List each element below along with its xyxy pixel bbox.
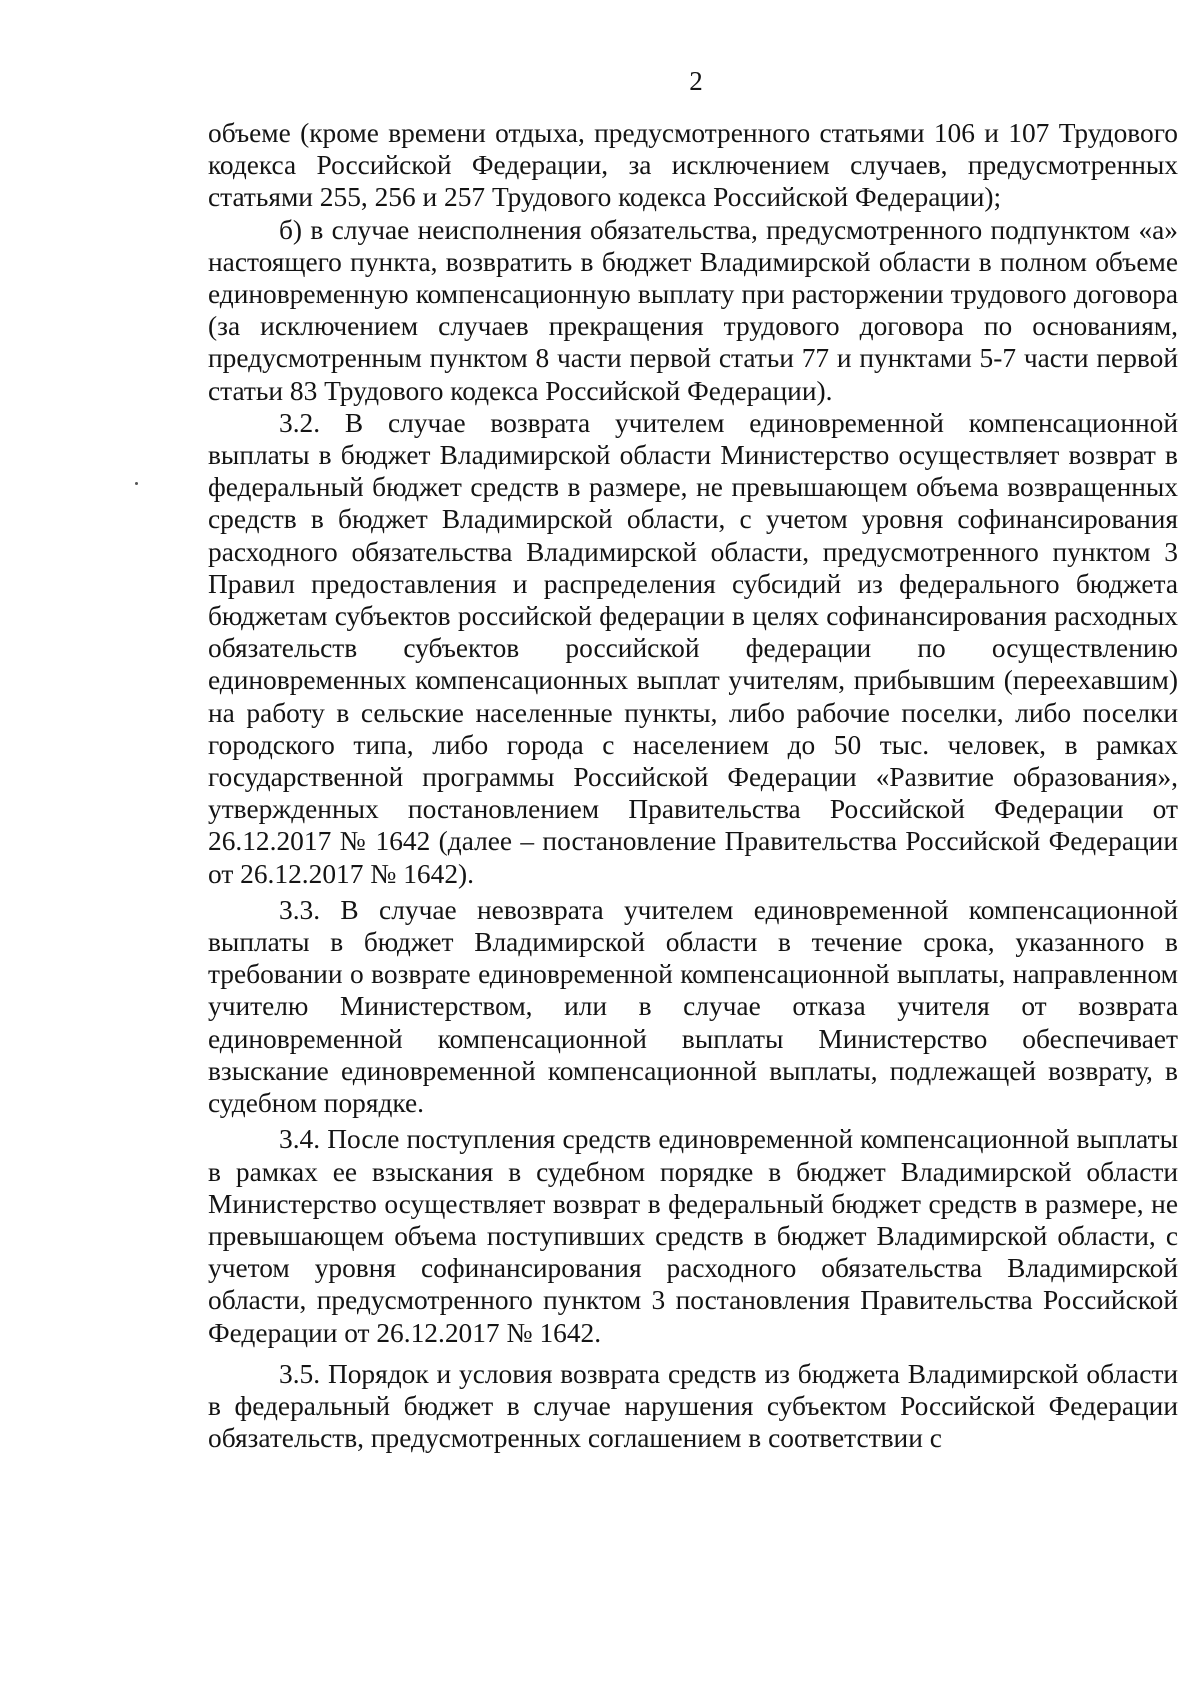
page-number: 2 — [689, 66, 703, 96]
paragraph-3-5: 3.5. Порядок и условия возврата средств из бюджета Владимирской области в федеральный бюджет в случае нарушения субъектом Российской Федерации обязательств, предусмотренных соглашением в соответствии с — [208, 1358, 1178, 1454]
scan-speck — [135, 482, 138, 485]
paragraph-3-4: 3.4. После поступления средств единовременной компенсационной выплаты в рамках ее взыскания в судебном порядке в бюджет Владимирской области Министерство осуществляет возврат в федеральный бюджет средств в размере, не превышающем объема поступивших средств в бюджет Владимирской области, с учетом уровня софинансирования расходного обязательства Владимирской области, предусмотренного пунктом 3 постановления Правительства Российской Федерации от 26.12.2017 № 1642. — [208, 1124, 1178, 1348]
paragraph-subitem-b: б) в случае неисполнения обязательства, предусмотренного подпунктом «а» настоящего пункта, возвратить в бюджет Владимирской области в полном объеме единовременную компенсационную выплату при расторжении трудового договора (за исключением случаев прекращения трудового договора по основаниям, предусмотренным пунктом 8 части первой статьи 77 и пунктами 5-7 части первой статьи 83 Трудового кодекса Российской Федерации). — [208, 214, 1178, 406]
paragraph-continuation: объеме (кроме времени отдыха, предусмотренного статьями 106 и 107 Трудового кодекса Российской Федерации, за исключением случаев, предусмотренных статьями 255, 256 и 257 Трудового кодекса Российской Федерации); — [208, 118, 1178, 213]
paragraph-3-2: 3.2. В случае возврата учителем единовременной компенсационной выплаты в бюджет Владимирской области Министерство осуществляет возврат в федеральный бюджет средств в размере, не превышающем объема возвращенных средств в бюджет Владимирской области, с учетом уровня софинансирования расходного обязательства Владимирской области, предусмотренного пунктом 3 Правил предоставления и распределения субсидий из федерального бюджета бюджетам субъектов российской федерации в целях софинансирования расходных обязательств субъектов российской федерации по осуществлению единовременных компенсационных выплат учителям, прибывшим (переехавшим) на работу в сельские населенные пункты, либо рабочие поселки, либо поселки городского типа, либо города с населением до 50 тыс. человек, в рамках государственной программы Российской Федерации «Развитие образования», утвержденных постановлением Правительства Российской Федерации от 26.12.2017 № 1642 (далее – постановление Правительства Российской Федерации от 26.12.2017 № 1642). — [208, 407, 1178, 889]
paragraph-3-3: 3.3. В случае невозврата учителем единовременной компенсационной выплаты в бюджет Владимирской области в течение срока, указанного в требовании о возврате единовременной компенсационной выплаты, направленном учителю Министерством, или в случае отказа учителя от возврата единовременной компенсационной выплаты Министерство обеспечивает взыскание единовременной компенсационной выплаты, подлежащей возврату, в судебном порядке. — [208, 894, 1178, 1119]
document-body — [208, 117, 1178, 1454]
